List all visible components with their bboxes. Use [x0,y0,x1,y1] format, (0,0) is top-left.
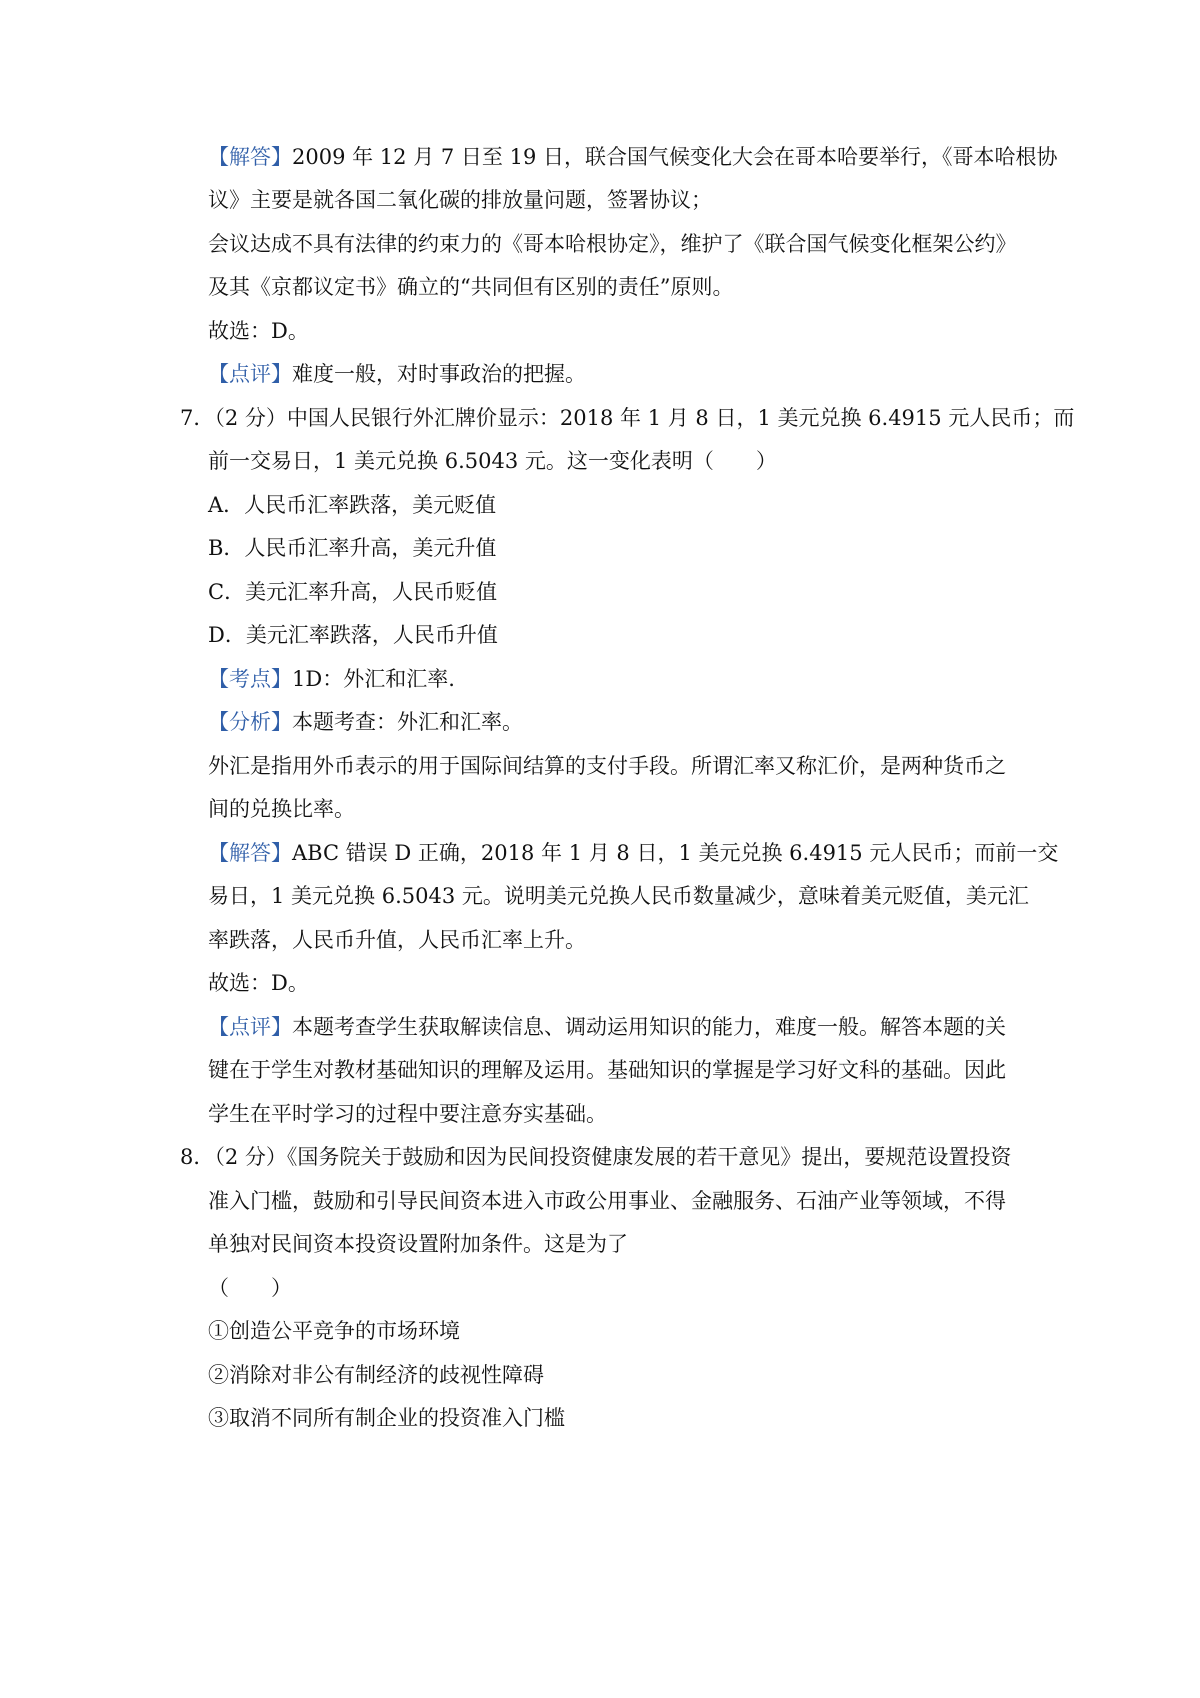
review-tag: 【点评】 [208,362,292,386]
q7-choice-line: 故选：D。 [208,971,309,995]
q7-stem-line-1 [180,403,1074,433]
review-tag: 【点评】 [208,1015,292,1039]
answer-line-1 [208,142,1057,172]
q7-point-line [208,664,455,694]
answer-line-4: 及其《京都议定书》确立的“共同但有区别的责任”原则。 [208,275,734,299]
q7-stem-text: （2 分）中国人民银行外汇牌价显示：2018 年 1 月 8 日，1 美元兑换 6.4915 元人民币；而 [214,406,1075,430]
q7-analysis-line-3: 间的兑换比率。 [208,797,355,821]
q8-stem-line-2: 准入门槛，鼓励和引导民间资本进入市政公用事业、金融服务、石油产业等领域，不得 [208,1189,1006,1213]
q7-option-a: A．人民币汇率跌落，美元贬值 [208,493,497,517]
q7-answer-line-1 [208,838,1058,868]
q7-answer-line-3: 率跌落，人民币升值，人民币汇率上升。 [208,928,586,952]
q7-option-d: D．美元汇率跌落，人民币升值 [208,623,498,647]
q7-option-c: C．美元汇率升高，人民币贬值 [208,580,498,604]
answer-tag: 【解答】 [208,841,292,865]
answer-text: 2009 年 12 月 7 日至 19 日，联合国气候变化大会在哥本哈要举行，《哥本哈根协 [292,145,1058,169]
q7-analysis-line-1 [208,707,523,737]
q7-analysis-line-2: 外汇是指用外币表示的用于国际间结算的支付手段。所谓汇率又称汇价，是两种货币之 [208,754,1006,778]
point-text: 1D：外汇和汇率. [292,667,455,691]
answer-tag: 【解答】 [208,145,292,169]
answer-line-2: 议》主要是就各国二氧化碳的排放量问题，签署协议； [208,188,712,212]
q8-item-2: ②消除对非公有制经济的歧视性障碍 [208,1363,544,1387]
q8-stem-text: （2 分）《国务院关于鼓励和因为民间投资健康发展的若干意见》提出，要规范设置投资 [214,1145,1012,1169]
q7-option-b: B．人民币汇率升高，美元升值 [208,536,497,560]
review-line-1 [208,359,586,389]
q8-stem-line-1 [180,1142,1011,1172]
analysis-tag: 【分析】 [208,710,292,734]
answer-line-3: 会议达成不具有法律的约束力的《哥本哈根协定》，维护了《联合国气候变化框架公约》 [208,232,1017,256]
q7-stem-line-2: 前一交易日，1 美元兑换 6.5043 元。这一变化表明（ ） [208,449,777,473]
q8-item-3: ③取消不同所有制企业的投资准入门槛 [208,1406,565,1430]
review-text: 本题考查学生获取解读信息、调动运用知识的能力，难度一般。解答本题的关 [292,1015,1006,1039]
review-text: 难度一般，对时事政治的把握。 [292,362,586,386]
q7-review-line-2: 键在于学生对教材基础知识的理解及运用。基础知识的掌握是学习好文科的基础。因此 [208,1058,1006,1082]
q8-item-1: ①创造公平竞争的市场环境 [208,1319,460,1343]
q7-review-line-1 [208,1012,1006,1042]
q8-stem-line-4: （ ） [208,1276,292,1300]
q8-number: 8． [180,1145,215,1169]
q8-stem-line-3: 单独对民间资本投资设置附加条件。这是为了 [208,1232,628,1256]
analysis-text: 本题考查：外汇和汇率。 [292,710,523,734]
q7-review-line-3: 学生在平时学习的过程中要注意夯实基础。 [208,1102,607,1126]
q7-answer-line-2: 易日，1 美元兑换 6.5043 元。说明美元兑换人民币数量减少，意味着美元贬值，美元汇 [208,884,1029,908]
q7-number: 7． [180,406,215,430]
point-tag: 【考点】 [208,667,292,691]
choice-line: 故选：D。 [208,319,309,343]
answer-text: ABC 错误 D 正确，2018 年 1 月 8 日，1 美元兑换 6.4915 元人民币；而前一交 [292,841,1059,865]
